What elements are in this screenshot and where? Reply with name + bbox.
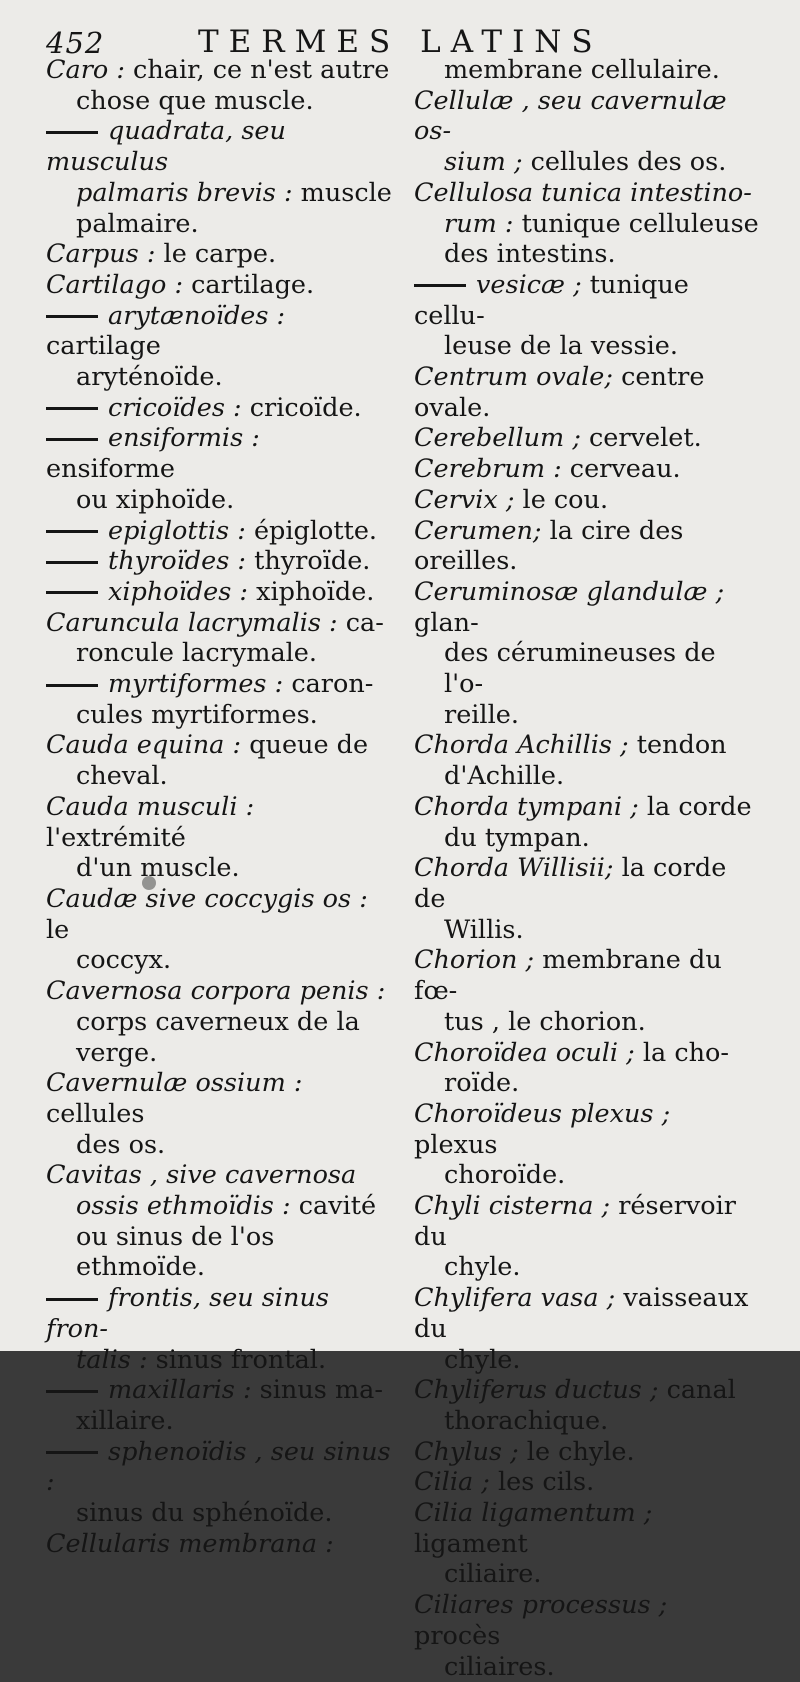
dictionary-entry [414,792,759,853]
entry-line [46,362,393,393]
entry-gloss: réservoir du [414,1191,736,1252]
entry-line [46,1375,393,1406]
entry-line [46,209,393,240]
dictionary-entry [414,577,759,731]
entry-line [46,1222,393,1283]
entry-lemma: Cartilago : [46,269,184,300]
entry-lemma: Carpus : [46,239,156,270]
entry-gloss: la corde de [414,853,727,914]
entry-line [414,1038,759,1069]
dictionary-entry [414,55,759,86]
dictionary-entry [46,976,393,1068]
entry-line [414,1007,759,1038]
entry-gloss: roncule lacrymale. [76,638,317,669]
dictionary-entry [46,1160,393,1283]
entry-gloss: tus , le chorion. [444,1006,646,1037]
entry-line [46,853,393,884]
entry-lemma: Cellulosa tunica intestino- [414,177,752,208]
entry-lemma: myrtiformes : [108,669,284,700]
right-column [414,55,759,1682]
entry-line [414,1283,759,1344]
entry-line [414,270,759,331]
dictionary-entry [414,853,759,945]
entry-line [414,823,759,854]
entry-gloss: cerveau. [561,454,681,485]
dictionary-entry [46,1529,393,1560]
entry-line [414,853,759,914]
entry-line [46,393,393,424]
entry-line [46,1498,393,1529]
entry-lemma: cricoïdes : [108,392,242,423]
entry-line [46,1130,393,1161]
dictionary-entry [46,116,393,239]
left-column [46,55,393,1559]
entry-lemma: Cilia ; [414,1467,490,1498]
repeat-dash [46,561,98,564]
entry-gloss: reille. [444,699,519,730]
entry-line [414,516,759,577]
entry-gloss: des intestins. [444,239,616,270]
entry-line [46,669,393,700]
entry-gloss: vaisseaux du [414,1283,749,1344]
repeat-dash [46,684,98,687]
entry-line [46,608,393,639]
entry-lemma: thyroïdes : [108,546,246,577]
entry-line [46,516,393,547]
repeat-dash [46,1390,98,1393]
entry-line [414,1559,759,1590]
entry-lemma: epiglottis : [108,515,246,546]
repeat-dash [46,1298,98,1301]
entry-line [414,1590,759,1651]
entry-gloss: queue de [241,730,369,761]
entry-line [46,270,393,301]
entry-lemma: talis : [76,1344,148,1375]
entry-lemma: quadrata, seu musculus [46,116,286,178]
dictionary-entry [46,270,393,301]
entry-gloss: d'un muscle. [76,853,240,884]
entry-line [46,945,393,976]
entry-gloss: le chyle. [518,1436,635,1467]
entry-gloss: cheval. [76,761,168,792]
repeat-dash [46,131,98,134]
running-title: TERMES LATINS [198,24,603,60]
entry-gloss: membrane du fœ- [414,945,722,1007]
entry-line [414,362,759,423]
repeat-dash [46,315,98,318]
entry-line [414,761,759,792]
entry-gloss: Willis. [444,914,524,945]
entry-line [46,1038,393,1069]
entry-line [414,700,759,731]
entry-line [46,730,393,761]
entry-line [414,1099,759,1160]
entry-lemma: Choroïdea oculi ; [414,1037,635,1068]
dictionary-entry [414,1375,759,1436]
dictionary-entry [46,1437,393,1529]
entry-line [46,700,393,731]
entry-gloss: épiglotte. [245,515,378,546]
entry-gloss: le carpe. [155,239,277,270]
entry-lemma: ensiformis : [108,423,260,454]
dictionary-entry [414,1467,759,1498]
entry-line [414,1068,759,1099]
entry-lemma: Chorion ; [414,945,535,976]
entry-lemma: Cavernulæ ossium : [46,1068,303,1099]
entry-gloss: caron- [283,669,374,700]
entry-lemma: sphenoïdis , seu sinus : [46,1436,391,1498]
entry-gloss: cricoïde. [241,392,362,423]
repeat-dash [46,438,98,441]
dictionary-entry [46,1068,393,1160]
repeat-dash [414,284,466,287]
dictionary-entry [46,608,393,669]
dictionary-entry [414,945,759,1037]
entry-lemma: ossis ethmoïdis : [76,1191,291,1222]
entry-line [414,792,759,823]
entry-gloss: choroïde. [444,1160,566,1191]
entry-line [46,1529,393,1560]
dictionary-entry [46,239,393,270]
entry-gloss: xillaire. [76,1405,174,1436]
entry-line [414,209,759,240]
dictionary-entry [414,1038,759,1099]
entry-line [414,178,759,209]
dictionary-entry [414,1283,759,1375]
entry-gloss: muscle [292,177,392,208]
entry-lemma: maxillaris : [108,1375,252,1406]
dictionary-entry [414,86,759,178]
entry-line [414,1437,759,1468]
entry-gloss: membrane cellulaire. [444,55,720,85]
entry-lemma: Cerebrum : [414,454,562,485]
repeat-dash [46,591,98,594]
entry-gloss: d'Achille. [444,761,565,792]
entry-gloss: ligament [414,1528,528,1559]
repeat-dash [46,530,98,533]
entry-lemma: Centrum ovale; [414,362,613,393]
dictionary-entry [46,423,393,515]
entry-gloss: tendon [628,730,727,761]
entry-gloss: tunique cellu- [414,269,689,331]
entry-line [46,485,393,516]
entry-gloss: sinus du sphénoïde. [76,1498,333,1529]
entry-gloss: l'extrémité [46,822,186,853]
entry-line [46,792,393,853]
page-number: 452 [46,26,105,60]
entry-lemma: sium ; [444,147,523,178]
entry-gloss: procès [414,1620,501,1651]
entry-lemma: Cavitas , sive cavernosa [46,1160,357,1191]
entry-lemma: Cilia ligamentum ; [414,1498,653,1529]
entry-gloss: glan- [414,607,479,638]
entry-lemma: Choroïdeus plexus ; [414,1098,671,1129]
entry-gloss: canal [658,1375,736,1406]
dictionary-entry [414,730,759,791]
entry-gloss: la corde [638,791,752,822]
entry-gloss: centre ovale. [414,362,705,423]
dictionary-entry [414,454,759,485]
entry-gloss: ciliaire. [444,1559,542,1590]
entry-lemma: xiphoïdes : [108,576,248,607]
entry-line [414,1406,759,1437]
entry-line [46,1160,393,1191]
entry-gloss: ensiforme [46,454,176,485]
entry-lemma: Caudæ sive coccygis os : [46,883,368,914]
entry-line [414,577,759,638]
entry-lemma: Caruncula lacrymalis : [46,607,338,638]
entry-line [46,1191,393,1222]
entry-lemma: rum : [444,208,514,239]
entry-gloss: palmaire. [76,208,199,239]
entry-line [414,1652,759,1682]
entry-gloss: corps caverneux de la [76,1006,360,1037]
entry-gloss: cules myrtiformes. [76,699,318,730]
dictionary-entry [414,1437,759,1468]
entry-gloss: le cou. [514,484,609,515]
entry-gloss: xiphoïde. [248,576,375,607]
dictionary-entry [46,1283,393,1375]
entry-gloss: sinus ma- [251,1375,383,1406]
entry-gloss: la cho- [634,1037,730,1068]
dictionary-entry [414,362,759,423]
entry-line [46,884,393,945]
entry-gloss: verge. [76,1037,158,1068]
entry-lemma: Chorda Willisii; [414,853,614,884]
entry-line [46,1345,393,1376]
dictionary-entry [46,393,393,424]
dictionary-entry [46,730,393,791]
entry-lemma: Cavernosa corpora penis : [46,976,386,1007]
dictionary-entry [46,1375,393,1436]
entry-gloss: la cire des oreilles. [414,515,684,577]
entry-line [46,1437,393,1498]
entry-line [414,1498,759,1559]
entry-lemma: Chylifera vasa ; [414,1283,616,1314]
entry-line [46,577,393,608]
dictionary-entry [414,1590,759,1682]
entry-line [46,976,393,1007]
entry-gloss: les cils. [489,1467,595,1498]
entry-lemma: Caro : [46,55,125,85]
entry-line [414,423,759,454]
entry-lemma: Cerumen; [414,515,542,546]
entry-lemma: Cauda musculi : [46,791,255,822]
entry-gloss: chyle. [444,1344,521,1375]
entry-line [414,1160,759,1191]
entry-lemma: Ciliares processus ; [414,1590,668,1621]
dictionary-entry [46,577,393,608]
entry-line [46,1283,393,1344]
dictionary-entry [46,516,393,547]
entry-line [414,1345,759,1376]
entry-gloss: ou sinus de l'os ethmoïde. [76,1221,275,1283]
entry-lemma: arytænoïdes : [108,300,286,331]
entry-gloss: thorachique. [444,1405,609,1436]
entry-lemma: Cervix ; [414,484,515,515]
entry-gloss: cervelet. [580,423,702,454]
entry-gloss: du tympan. [444,822,590,853]
entry-lemma: Cellulæ , seu cavernulæ os- [414,85,727,147]
entry-lemma: Cauda equina : [46,730,242,761]
entry-line [414,1375,759,1406]
entry-line [46,301,393,362]
entry-line [414,730,759,761]
dictionary-entry [414,178,759,270]
entry-line [414,55,759,86]
entry-gloss: tunique celluleuse [513,208,759,239]
entry-gloss: cellules [46,1098,145,1129]
entry-line [414,485,759,516]
dictionary-entry [414,270,759,362]
entry-gloss: cartilage. [183,269,315,300]
entry-gloss: thyroïde. [245,546,371,577]
dictionary-entry [46,792,393,884]
entry-gloss: ou xiphoïde. [76,484,235,515]
dictionary-entry [414,1099,759,1191]
dictionary-entry [46,546,393,577]
entry-line [414,454,759,485]
entry-gloss: des os. [76,1129,166,1160]
entry-gloss: leuse de la vessie. [444,331,678,362]
entry-gloss: chyle. [444,1252,521,1283]
repeat-dash [46,407,98,410]
entry-gloss: cellules des os. [522,147,727,178]
entry-gloss: des cérumineuses de l'o- [444,638,716,700]
entry-lemma: frontis, seu sinus fron- [46,1283,329,1344]
entry-line [46,86,393,117]
entry-lemma: Cellularis membrana : [46,1528,334,1559]
entry-gloss: sinus frontal. [147,1344,327,1375]
entry-line [46,239,393,270]
entry-line [414,915,759,946]
dictionary-entry [46,669,393,730]
entry-line [46,1068,393,1129]
entry-line [46,55,393,86]
entry-gloss: cavité [290,1191,377,1222]
entry-gloss: ciliaires. [444,1651,555,1682]
dictionary-entry [46,301,393,393]
entry-line [414,1467,759,1498]
entry-line [46,1406,393,1437]
entry-line [414,945,759,1006]
entry-lemma: palmaris brevis : [76,177,293,208]
dictionary-entry [414,1191,759,1283]
entry-lemma: Ceruminosæ glandulæ ; [414,576,725,607]
entry-line [414,86,759,147]
entry-line [414,638,759,699]
entry-line [414,1191,759,1252]
entry-line [46,1007,393,1038]
entry-line [46,638,393,669]
dictionary-entry [414,516,759,577]
dictionary-entry [414,423,759,454]
entry-line [414,331,759,362]
dictionary-entry [414,1498,759,1590]
entry-gloss: ca- [337,607,384,638]
ink-smudge [142,876,156,890]
entry-lemma: Chylus ; [414,1436,519,1467]
entry-line [414,239,759,270]
entry-lemma: Chyliferus ductus ; [414,1375,659,1406]
entry-gloss: le [46,914,70,945]
entry-line [46,761,393,792]
entry-gloss: cartilage [46,331,161,362]
entry-lemma: Chorda tympani ; [414,791,639,822]
entry-lemma: Chyli cisterna ; [414,1191,611,1222]
entry-lemma: vesicæ ; [476,269,582,300]
entry-line [46,178,393,209]
entry-gloss: coccyx. [76,945,172,976]
entry-gloss: aryténoïde. [76,362,223,393]
dictionary-entry [46,55,393,116]
entry-line [46,116,393,177]
dictionary-entry [414,485,759,516]
entry-line [46,546,393,577]
entry-gloss: plexus [414,1129,498,1160]
entry-lemma: Cerebellum ; [414,423,581,454]
entry-line [414,1252,759,1283]
dictionary-entry [46,884,393,976]
repeat-dash [46,1451,98,1454]
entry-gloss: chair, ce n'est autre [124,55,390,85]
entry-line [414,147,759,178]
entry-gloss: chose que muscle. [76,85,314,116]
entry-line [46,423,393,484]
entry-gloss: roïde. [444,1068,520,1099]
entry-lemma: Chorda Achillis ; [414,730,629,761]
